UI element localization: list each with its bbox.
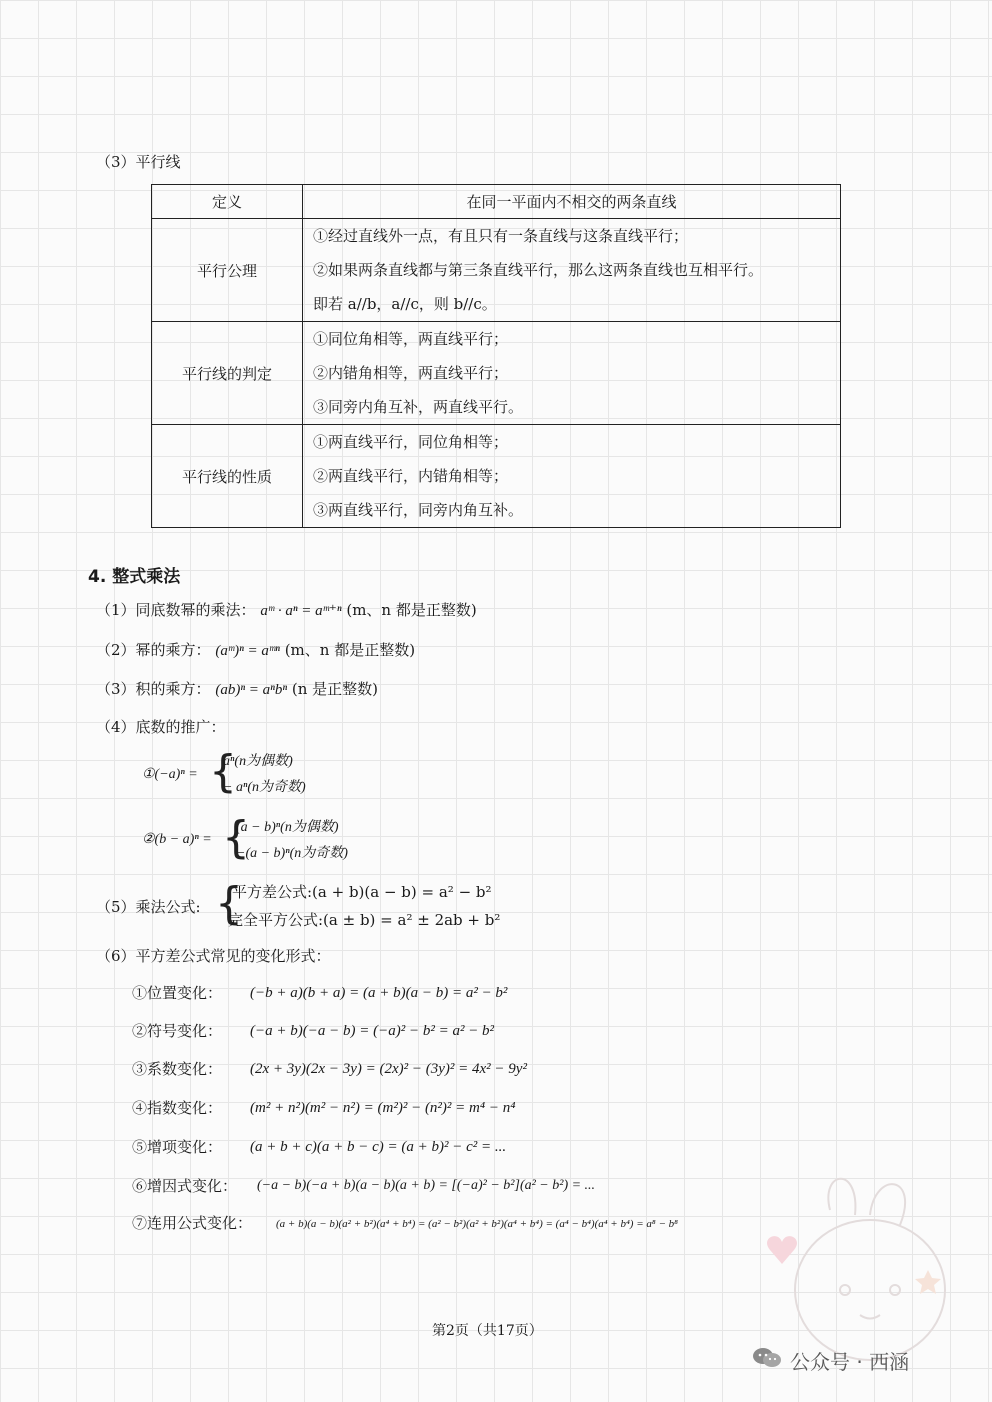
- variation-label: ③系数变化：: [132, 1060, 223, 1078]
- item-4-label: （4）底数的推广：: [96, 718, 226, 736]
- item-3-note: (n 是正整数): [291, 680, 379, 698]
- row-content: [303, 219, 841, 322]
- item-3-label: （3）积的乘方：: [96, 680, 211, 698]
- variation-label: ①位置变化：: [132, 984, 223, 1002]
- item-6-label: （6）平方差公式常见的变化形式：: [96, 947, 331, 965]
- row-label: 平行线的性质: [152, 425, 303, 528]
- piecewise-b-case-even: (a − b)ⁿ(n为偶数): [236, 820, 339, 835]
- difference-of-squares-formula: 平方差公式:(a + b)(a − b) = a² − b²: [232, 883, 492, 901]
- variation-label: ⑦连用公式变化：: [132, 1214, 253, 1232]
- brace-icon: {: [222, 812, 250, 863]
- variation-formula: (−a + b)(−a − b) = (−a)² − b² = a² − b²: [250, 1023, 495, 1039]
- section-3-title: （3）平行线: [96, 153, 181, 171]
- content-line: ②内错角相等，两直线平行；: [313, 364, 509, 382]
- page-number: 第2页（共17页）: [432, 1323, 543, 1339]
- table-row: [152, 322, 841, 425]
- variation-label: ⑥增因式变化：: [132, 1177, 238, 1195]
- bunny-illustration-icon: [760, 1170, 960, 1370]
- item-2-formula: (aᵐ)ⁿ = aᵐⁿ: [215, 643, 280, 659]
- content-line: ①经过直线外一点，有且只有一条直线与这条直线平行；: [313, 227, 689, 245]
- table-row: [152, 425, 841, 528]
- wechat-icon: [752, 1347, 782, 1369]
- perfect-square-formula: 完全平方公式:(a ± b) = a² ± 2ab + b²: [228, 911, 501, 929]
- content-line: ③同旁内角互补，两直线平行。: [313, 398, 524, 416]
- row-label: 平行公理: [152, 219, 303, 322]
- item-2-note: (m、n 都是正整数): [284, 641, 416, 659]
- variation-formula: (m² + n²)(m² − n²) = (m²)² − (n²)² = m⁴ − n⁴: [250, 1100, 516, 1116]
- item-1-label: （1）同底数幂的乘法：: [96, 601, 256, 619]
- item-2: [96, 640, 415, 661]
- content-line: ①同位角相等，两直线平行；: [313, 330, 509, 348]
- variation-formula: (2x + 3y)(2x − 3y) = (2x)² − (3y)² = 4x² − 9y²: [250, 1061, 527, 1077]
- parallel-lines-table: [151, 184, 841, 528]
- variation-formula: (−a − b)(−a + b)(a − b)(a + b) = [(−a)² − b²](a² − b²) = ...: [257, 1178, 596, 1193]
- header-cell-definition: 定义: [152, 185, 303, 219]
- item-1-note: (m、n 都是正整数): [346, 601, 477, 619]
- table-header-row: [152, 185, 841, 219]
- table-row: [152, 219, 841, 322]
- content-line: ②两直线平行，内错角相等；: [313, 467, 509, 485]
- item-3: [96, 679, 378, 700]
- row-label: 平行线的判定: [152, 322, 303, 425]
- content-line: ②如果两条直线都与第三条直线平行，那么这两条直线也互相平行。: [313, 261, 764, 279]
- piecewise-b-case-odd: −(a − b)ⁿ(n为奇数): [236, 846, 348, 861]
- variation-formula: (a + b + c)(a + b − c) = (a + b)² − c² = ...: [250, 1139, 507, 1155]
- watermark-text: 公众号 · 西涵: [790, 1350, 910, 1374]
- variation-label: ⑤增项变化：: [132, 1138, 223, 1156]
- item-3-formula: (ab)ⁿ = aⁿbⁿ: [215, 682, 288, 698]
- variation-formula: (−b + a)(b + a) = (a + b)(a − b) = a² − b²: [250, 985, 508, 1001]
- brace-icon: {: [209, 746, 237, 797]
- content-line: 即若 a//b，a//c，则 b//c。: [313, 295, 497, 313]
- brace-icon: {: [215, 878, 243, 929]
- content-line: ③两直线平行，同旁内角互补。: [313, 501, 524, 519]
- piecewise-a-case-even: aⁿ(n为偶数): [223, 754, 293, 769]
- item-1: [96, 600, 477, 621]
- row-content: [303, 425, 841, 528]
- section-4-heading: 4. 整式乘法: [88, 567, 181, 587]
- piecewise-a-case-odd: − aⁿ(n为奇数): [223, 780, 306, 795]
- variation-formula: (a + b)(a − b)(a² + b²)(a⁴ + b⁴) = (a² − b²)(a² + b²)(a⁴ + b⁴) = (a⁴ − b⁴)(a⁴ + b⁴) = a⁸ − b⁸: [276, 1218, 678, 1230]
- item-5-label: （5）乘法公式:: [96, 898, 201, 916]
- content-line: ①两直线平行，同位角相等；: [313, 433, 509, 451]
- variation-label: ④指数变化：: [132, 1099, 223, 1117]
- header-cell-definition-text: 在同一平面内不相交的两条直线: [303, 185, 841, 219]
- item-1-formula: aᵐ · aⁿ = aᵐ⁺ⁿ: [260, 603, 342, 619]
- row-content: [303, 322, 841, 425]
- piecewise-b-lhs: ②(b − a)ⁿ =: [142, 832, 212, 847]
- piecewise-a-lhs: ①(−a)ⁿ =: [142, 767, 198, 782]
- item-2-label: （2）幂的乘方：: [96, 641, 211, 659]
- variation-label: ②符号变化：: [132, 1022, 223, 1040]
